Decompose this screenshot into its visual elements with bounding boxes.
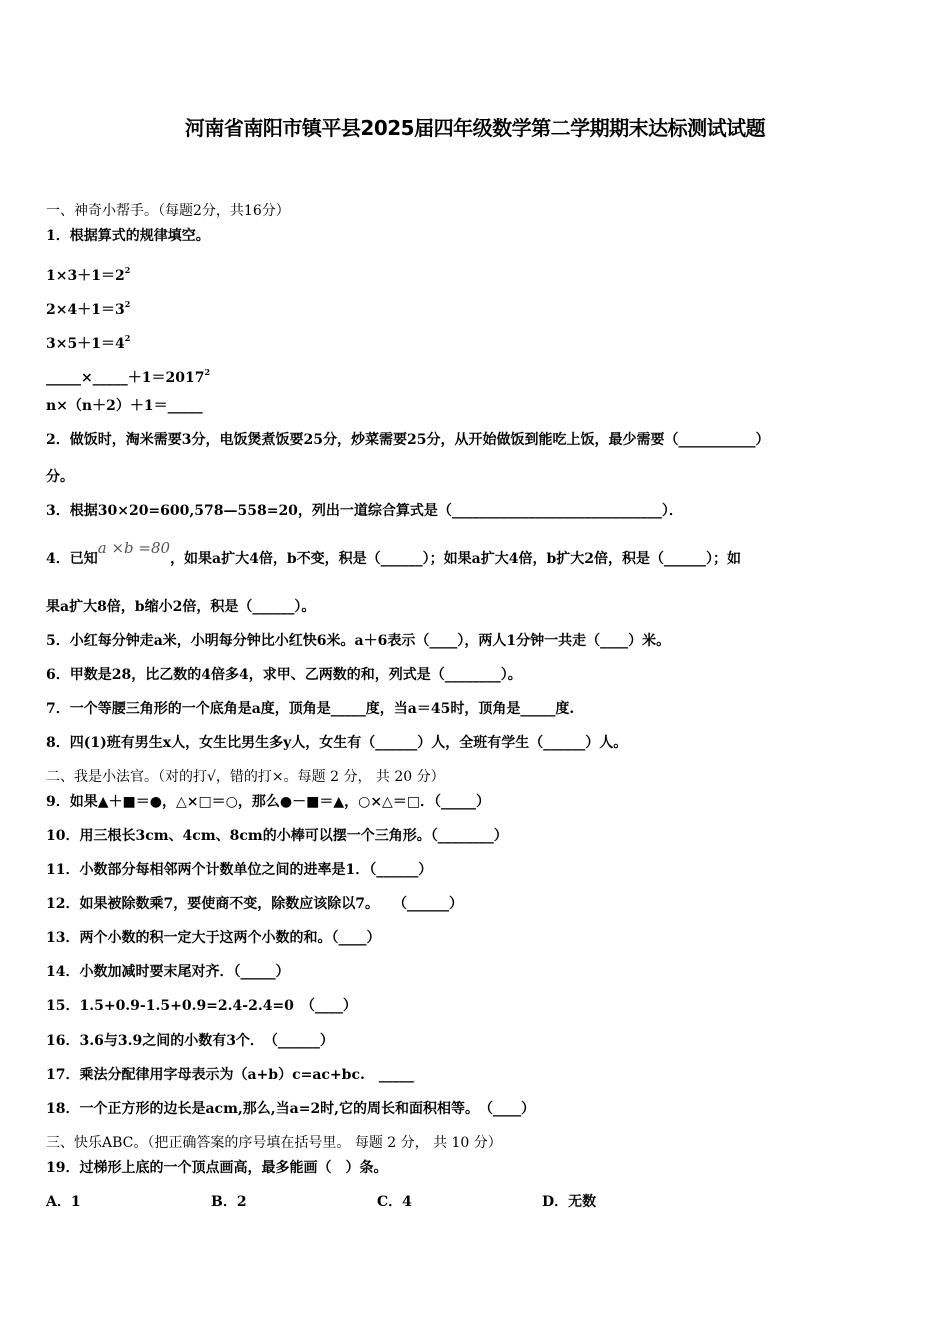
question-1-row-5: n×（n＋2）＋1＝_____ [46,398,203,414]
question-1-row-2: $2\times 4+1=3^2$ [46,299,131,318]
option-b[interactable]: B．2 [211,1194,247,1210]
question-18: 18．一个正方形的边长是acm,那么,当a=2时,它的周长和面积相等。 （____） [46,1101,536,1117]
question-3: 3．根据30×20=600,578—558=20，列出一道综合算式是（______________________________）． [46,503,683,519]
question-7: 7．一个等腰三角形的一个底角是a度，顶角是_____度，当a＝45时，顶角是_____度. [46,701,575,717]
question-4-line-2: 果a扩大8倍，b缩小2倍，积是（______）。 [46,599,316,615]
question-1-row-4: $\_\_\_\_\_\times\_\_\_\_\_+1=2017^2$ [46,367,211,386]
question-2-line-2: 分。 [46,469,74,485]
question-14: 14．小数加减时要末尾对齐．（_____） [46,964,290,980]
question-19-stem: 19．过梯形上底的一个顶点画高，最多能画（ ）条。 [46,1160,388,1176]
answer-blank[interactable]: _____ [92,370,128,386]
answer-blank[interactable]: _____ [46,370,81,386]
section-2-heading: 二、我是小法官。（对的打√，错的打×。每题 2 分， 共 20 分） [46,769,445,785]
question-17: 17．乘法分配律用字母表示为（a+b）c=ac+bc. _____ [46,1067,414,1083]
question-11: 11．小数部分每相邻两个计数单位之间的进率是1．（______） [46,862,433,878]
section-3-heading: 三、快乐ABC。（把正确答案的序号填在括号里。 每题 2 分， 共 10 分） [46,1135,502,1151]
question-1-stem: 1．根据算式的规律填空。 [46,228,210,244]
option-a[interactable]: A．1 [46,1194,81,1210]
question-4-line-1: 4．已知a ×b =80，如果a扩大4倍，b不变，积是（______）；如果a扩大4倍，b扩大2倍，积是（______）；如 [46,539,742,567]
question-15: 15．1.5+0.9-1.5+0.9=2.4-2.4=0 （____） [46,998,357,1014]
section-1-heading: 一、神奇小帮手。（每题2分，共16分） [46,203,290,219]
question-19-options [46,1192,746,1212]
page-title: 河南省南阳市镇平县2025届四年级数学第二学期期末达标测试试题 [184,116,766,140]
question-5: 5．小红每分钟走a米，小明每分钟比小红快6米。a＋6表示（____），两人1分钟一共走（____）米。 [46,633,671,649]
question-16: 16．3.6与3.9之间的小数有3个． （______） [46,1033,334,1049]
question-1-row-1: $1\times 3+1=2^2$ [46,265,131,284]
question-12: 12．如果被除数乘7，要使商不变，除数应该除以7。 （______） [46,896,463,912]
question-13: 13．两个小数的积一定大于这两个小数的和。（____） [46,930,381,946]
question-10: 10．用三根长3cm、4cm、8cm的小棒可以摆一个三角形。（________） [46,828,508,844]
question-6: 6．甲数是28，比乙数的4倍多4，求甲、乙两数的和，列式是（________）。 [46,667,522,683]
option-d[interactable]: D．无数 [542,1194,597,1210]
question-9: 9．如果▲＋■＝●，△×□＝○，那么●－■＝▲，○×△＝□．（_____） [46,794,491,810]
question-2-line-1: 2．做饭时，淘米需要3分，电饭煲煮饭要25分，炒菜需要25分，从开始做饭到能吃上饭，最少需要（___________） [46,432,770,448]
formula-a-times-b: a ×b =80 [97,539,171,557]
answer-blank[interactable]: _____ [167,398,203,414]
question-8: 8．四(1)班有男生x人，女生比男生多y人，女生有（______）人，全班有学生（______）人。 [46,735,628,751]
question-1-row-3: $3\times 5+1=4^2$ [46,333,131,352]
option-c[interactable]: C．4 [377,1194,412,1210]
